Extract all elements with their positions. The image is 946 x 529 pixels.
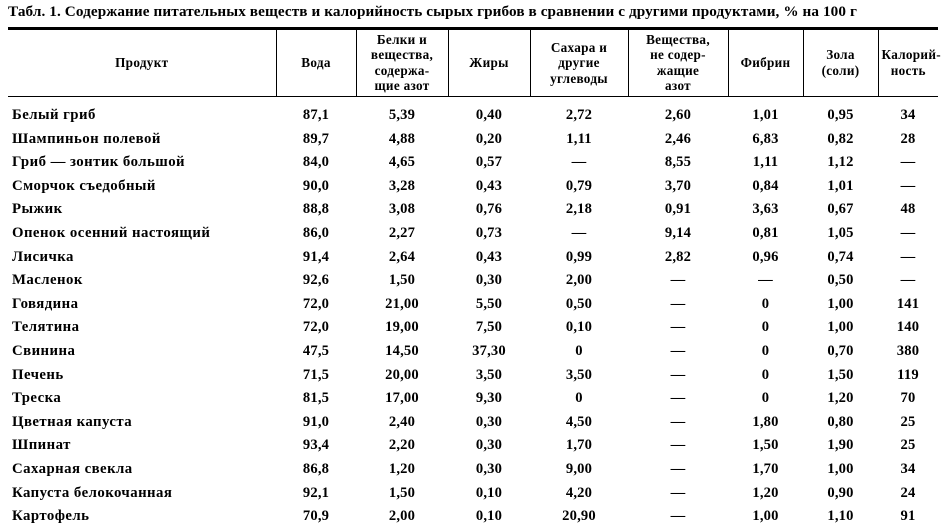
- table-row: [8, 246, 938, 270]
- cell-fib: 1,01: [752, 107, 779, 124]
- no-data-dash: —: [571, 225, 587, 241]
- column-header-product: Продукт: [8, 28, 276, 96]
- cell-prot: 2,64: [388, 248, 416, 265]
- cell-fat: 9,30: [475, 390, 503, 407]
- cell-nonn: [628, 269, 728, 293]
- cell-sugar: 1,70: [565, 437, 593, 454]
- cell-product-name: Шпинат: [12, 437, 71, 454]
- no-data-dash: —: [670, 342, 686, 359]
- cell-fat: 5,50: [475, 295, 503, 312]
- header-row: [8, 28, 938, 96]
- cell-ash: 0,82: [827, 130, 854, 147]
- cell-fib: 1,80: [752, 413, 779, 430]
- table-row: [8, 316, 938, 340]
- cell-fat: 0,30: [475, 437, 503, 454]
- cell-product-name: Говядина: [12, 295, 79, 312]
- cell-nonn: [628, 293, 728, 317]
- cell-nonn: [628, 340, 728, 364]
- cell-ash: 1,50: [827, 366, 854, 383]
- cell-sugar: 0,79: [565, 177, 593, 194]
- cell-fat: 0,40: [475, 107, 503, 124]
- table-row: [8, 151, 938, 175]
- cell-prot: 4,65: [388, 154, 416, 171]
- no-data-dash: —: [900, 225, 916, 241]
- column-header-protein: Белки и вещества, содержа- щие азот: [356, 28, 448, 96]
- cell-ash: 0,74: [827, 248, 854, 265]
- table-row: [8, 97, 938, 128]
- cell-prot: 2,20: [388, 437, 416, 454]
- cell-water: 92,1: [302, 484, 330, 501]
- cell-ash: 0,80: [827, 413, 854, 430]
- cell-prot: 19,00: [385, 319, 419, 336]
- cell-prot: 17,00: [385, 390, 419, 407]
- no-data-dash: —: [670, 437, 686, 454]
- column-header-nonnitrogen: Вещества, не содер- жащие азот: [628, 28, 728, 96]
- cell-prot: 5,39: [388, 107, 416, 124]
- table-row: [8, 293, 938, 317]
- cell-water: 87,1: [302, 107, 330, 124]
- cell-cal: 48: [900, 201, 916, 218]
- table-row: [8, 175, 938, 199]
- cell-cal: 380: [896, 342, 920, 359]
- cell-sugar: 0,99: [565, 248, 593, 265]
- cell-cal: 34: [900, 460, 916, 477]
- cell-fib: 1,50: [752, 437, 779, 454]
- table-row: [8, 434, 938, 458]
- cell-ash: 1,90: [827, 437, 854, 454]
- cell-cal: 70: [900, 390, 916, 407]
- cell-fib: 1,00: [752, 508, 779, 525]
- cell-product-name: Свинина: [12, 342, 76, 359]
- table-row: [8, 458, 938, 482]
- cell-sugar: 2,18: [565, 201, 593, 218]
- no-data-dash: —: [670, 413, 686, 430]
- table-row: [8, 340, 938, 364]
- cell-product-name: Лисичка: [12, 248, 74, 265]
- cell-prot: 21,00: [385, 295, 419, 312]
- table-row: [8, 128, 938, 152]
- cell-fib: 0,84: [752, 177, 779, 194]
- cell-prot: 1,20: [388, 460, 416, 477]
- cell-prot: 3,28: [388, 177, 416, 194]
- cell-product-name: Сморчок съедобный: [12, 177, 156, 194]
- cell-water: 89,7: [302, 130, 330, 147]
- cell-sugar: 0: [575, 390, 583, 407]
- cell-cal: 119: [897, 366, 919, 383]
- cell-prot: 4,88: [388, 130, 416, 147]
- table-row: [8, 505, 938, 529]
- cell-product-name: Шампиньон полевой: [12, 130, 161, 147]
- cell-ash: 1,20: [827, 390, 854, 407]
- cell-water: 88,8: [302, 201, 330, 218]
- cell-fat: 0,43: [475, 248, 503, 265]
- cell-cal: 25: [900, 437, 916, 454]
- cell-water: 92,6: [302, 272, 330, 289]
- cell-fat: 0,10: [475, 484, 503, 501]
- column-header-fat: Жиры: [448, 28, 530, 96]
- cell-product-name: Капуста белокочанная: [12, 484, 173, 501]
- cell-sugar: 2,00: [565, 272, 593, 289]
- cell-nonn: [628, 458, 728, 482]
- cell-fib: 0: [761, 342, 770, 359]
- cell-water: 47,5: [302, 342, 330, 359]
- cell-prot: 1,50: [388, 272, 416, 289]
- cell-fat: 0,43: [475, 177, 503, 194]
- cell-fib: 0: [761, 390, 770, 407]
- no-data-dash: —: [670, 319, 686, 336]
- table-row: [8, 364, 938, 388]
- cell-sugar: [530, 151, 628, 175]
- cell-cal: [878, 246, 938, 270]
- cell-ash: 1,05: [827, 225, 854, 241]
- cell-water: 91,4: [302, 248, 330, 265]
- cell-nonn: 2,46: [664, 130, 692, 147]
- no-data-dash: —: [900, 154, 916, 171]
- cell-product-name: Сахарная свекла: [12, 460, 133, 477]
- cell-cal: [878, 269, 938, 293]
- cell-water: 91,0: [302, 413, 330, 430]
- cell-prot: 20,00: [385, 366, 419, 383]
- cell-prot: 2,00: [388, 508, 416, 525]
- cell-cal: 140: [896, 319, 920, 336]
- cell-cal: 25: [900, 413, 916, 430]
- cell-ash: 1,00: [827, 460, 854, 477]
- cell-product-name: Гриб — зонтик большой: [12, 154, 186, 171]
- cell-nonn: [628, 316, 728, 340]
- table-body: [8, 97, 938, 529]
- cell-water: 86,0: [302, 225, 330, 241]
- cell-sugar: 20,90: [562, 508, 596, 525]
- table-caption: Табл. 1. Содержание питательных веществ и калорийность сырых грибов в сравнении с другими продуктами, % на 100 г: [8, 3, 857, 20]
- cell-water: 72,0: [302, 319, 330, 336]
- nutrition-table: [8, 27, 941, 529]
- cell-ash: 0,67: [827, 201, 854, 218]
- table-row: [8, 387, 938, 411]
- table-row: [8, 198, 938, 222]
- cell-cal: 141: [896, 295, 920, 312]
- cell-product-name: Телятина: [12, 319, 80, 336]
- no-data-dash: —: [900, 248, 916, 265]
- cell-nonn: 3,70: [664, 177, 692, 194]
- cell-fat: 0,30: [475, 460, 503, 477]
- cell-ash: 1,10: [827, 508, 854, 525]
- cell-sugar: 0,10: [565, 319, 593, 336]
- column-header-water: Вода: [276, 28, 356, 96]
- cell-fat: 37,30: [472, 342, 506, 359]
- cell-sugar: 4,20: [565, 484, 593, 501]
- cell-water: 93,4: [302, 437, 330, 454]
- cell-prot: 2,40: [388, 413, 416, 430]
- cell-fib: 3,63: [752, 201, 779, 218]
- cell-nonn: [628, 364, 728, 388]
- cell-fib: 0: [761, 295, 770, 312]
- no-data-dash: —: [670, 460, 686, 477]
- no-data-dash: —: [758, 272, 773, 289]
- cell-product-name: Белый гриб: [12, 107, 96, 124]
- no-data-dash: —: [670, 272, 686, 289]
- no-data-dash: —: [670, 366, 686, 383]
- cell-product-name: Треска: [12, 390, 62, 407]
- cell-fib: 0,96: [752, 248, 779, 265]
- table-row: [8, 222, 938, 246]
- cell-fat: 0,10: [475, 508, 503, 525]
- cell-cal: [878, 222, 938, 246]
- cell-prot: 2,27: [388, 225, 416, 241]
- cell-fib: [728, 269, 803, 293]
- cell-fib: 1,20: [752, 484, 779, 501]
- no-data-dash: —: [670, 390, 686, 407]
- no-data-dash: —: [670, 295, 686, 312]
- cell-cal: 24: [900, 484, 916, 501]
- cell-water: 90,0: [302, 177, 330, 194]
- cell-ash: 0,90: [827, 484, 854, 501]
- cell-nonn: 8,55: [664, 154, 692, 171]
- no-data-dash: —: [900, 177, 916, 194]
- cell-water: 81,5: [302, 390, 330, 407]
- cell-sugar: 3,50: [565, 366, 593, 383]
- cell-cal: 34: [900, 107, 916, 124]
- cell-ash: 1,00: [827, 295, 854, 312]
- column-header-fibrin: Фибрин: [728, 28, 803, 96]
- no-data-dash: —: [900, 272, 916, 289]
- cell-fat: 0,73: [475, 225, 503, 241]
- cell-sugar: 4,50: [565, 413, 593, 430]
- cell-nonn: 2,82: [664, 248, 692, 265]
- cell-sugar: [530, 222, 628, 246]
- cell-product-name: Масленок: [12, 272, 83, 289]
- cell-fat: 0,30: [475, 413, 503, 430]
- cell-water: 84,0: [302, 154, 330, 171]
- cell-product-name: Рыжик: [12, 201, 63, 218]
- cell-sugar: 2,72: [565, 107, 593, 124]
- cell-fat: 0,57: [475, 154, 503, 171]
- cell-ash: 0,70: [827, 342, 854, 359]
- no-data-dash: —: [670, 508, 686, 525]
- cell-fib: 6,83: [752, 130, 779, 147]
- cell-ash: 1,01: [827, 177, 854, 194]
- table-row: [8, 411, 938, 435]
- cell-prot: 3,08: [388, 201, 416, 218]
- cell-cal: 91: [900, 508, 916, 525]
- column-header-calories: Калорий- ность: [878, 28, 938, 96]
- cell-ash: 1,12: [827, 154, 854, 171]
- cell-fat: 0,20: [475, 130, 503, 147]
- cell-nonn: 2,60: [664, 107, 692, 124]
- cell-sugar: 0,50: [565, 295, 593, 312]
- cell-cal: 28: [900, 130, 916, 147]
- cell-product-name: Цветная капуста: [12, 413, 133, 430]
- cell-fib: 1,11: [752, 154, 779, 171]
- cell-product-name: Опенок осенний настоящий: [12, 225, 211, 241]
- cell-nonn: [628, 411, 728, 435]
- cell-ash: 1,00: [827, 319, 854, 336]
- column-header-ash: Зола (соли): [803, 28, 878, 96]
- cell-fib: 1,70: [752, 460, 779, 477]
- cell-prot: 14,50: [385, 342, 419, 359]
- cell-nonn: [628, 434, 728, 458]
- cell-fat: 0,30: [475, 272, 503, 289]
- column-header-sugars: Сахара и другие углеводы: [530, 28, 628, 96]
- cell-water: 86,8: [302, 460, 330, 477]
- cell-nonn: 9,14: [664, 225, 692, 241]
- table-row: [8, 269, 938, 293]
- cell-nonn: [628, 505, 728, 529]
- cell-fib: 0: [761, 319, 770, 336]
- no-data-dash: —: [670, 484, 686, 501]
- cell-sugar: 9,00: [565, 460, 593, 477]
- no-data-dash: —: [571, 154, 587, 171]
- cell-fat: 3,50: [475, 366, 503, 383]
- cell-fib: 0: [761, 366, 770, 383]
- cell-nonn: 0,91: [664, 201, 692, 218]
- cell-ash: 0,50: [827, 272, 854, 289]
- cell-product-name: Картофель: [12, 508, 90, 525]
- cell-sugar: 1,11: [566, 130, 592, 147]
- cell-prot: 1,50: [388, 484, 416, 501]
- cell-ash: 0,95: [827, 107, 854, 124]
- cell-water: 71,5: [302, 366, 330, 383]
- cell-cal: [878, 151, 938, 175]
- cell-product-name: Печень: [12, 366, 64, 383]
- cell-fib: 0,81: [752, 225, 779, 241]
- cell-fat: 7,50: [475, 319, 503, 336]
- cell-water: 72,0: [302, 295, 330, 312]
- cell-cal: [878, 175, 938, 199]
- table-header: [8, 28, 941, 96]
- cell-fat: 0,76: [475, 201, 503, 218]
- cell-nonn: [628, 482, 728, 506]
- cell-sugar: 0: [575, 342, 583, 359]
- cell-water: 70,9: [302, 508, 330, 525]
- cell-nonn: [628, 387, 728, 411]
- table-row: [8, 482, 938, 506]
